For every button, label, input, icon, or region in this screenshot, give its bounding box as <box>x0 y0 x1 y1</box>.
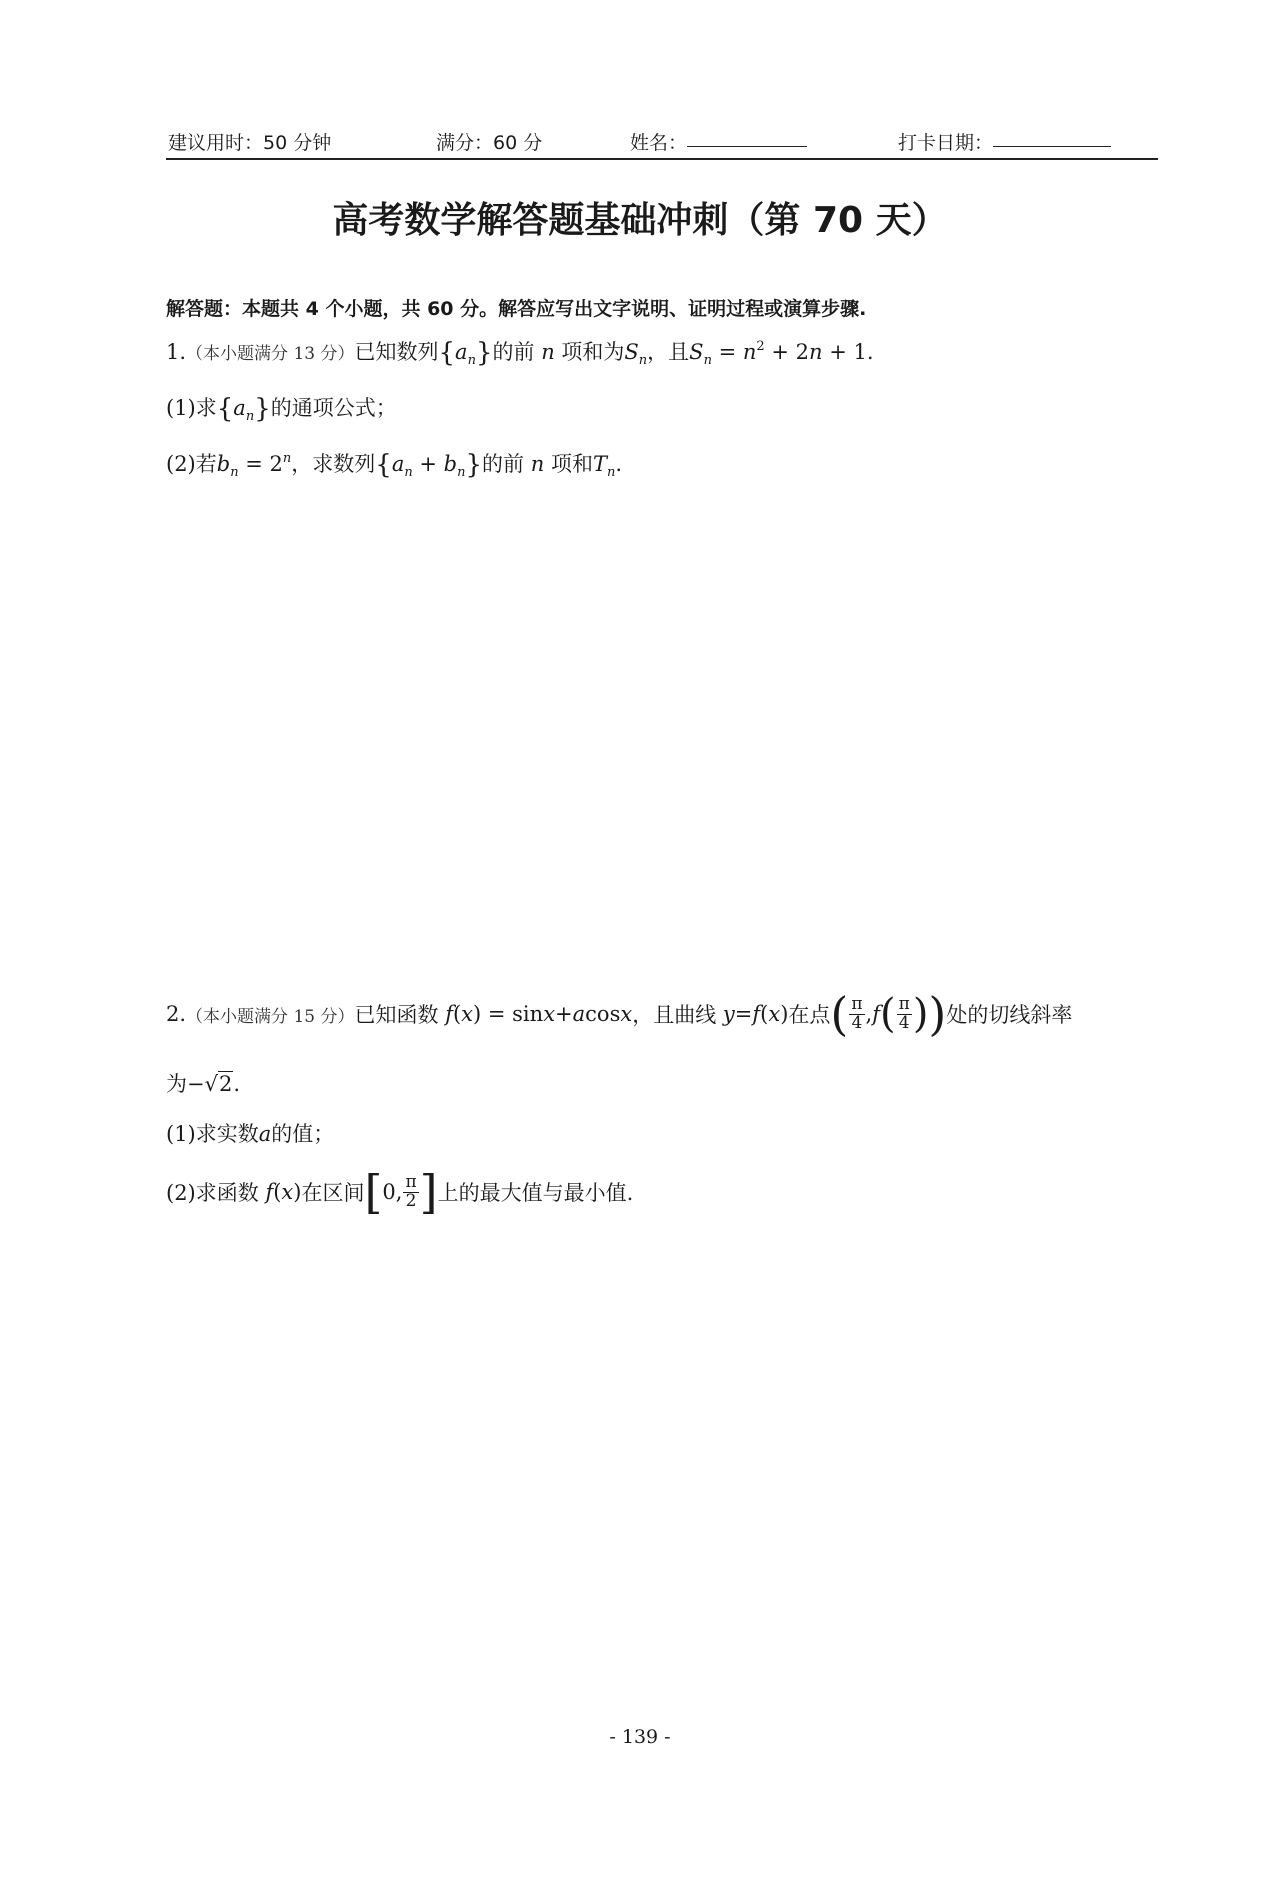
q2-number: 2. <box>166 1002 187 1026</box>
q2-part2-suffix: 上的最大值与最小值. <box>437 1181 634 1205</box>
q2-stem: 2. （本小题满分 15 分） 已知函数 f ( x ) = sin x + a cos x ，且曲线 y = f ( x ) 在点 ( $\frac{\pi}{4}$ , f ( $\frac{\pi}{4}$ ) ) 处的切线斜率 <box>166 987 1073 1041</box>
q2-part1-prefix: (1)求实数 <box>166 1122 259 1146</box>
header-rule <box>166 158 1158 160</box>
q1-part1-prefix: (1)求 <box>166 396 217 420</box>
q1-text-d: ，且 <box>647 340 690 364</box>
q2-text-e: 为 <box>166 1072 187 1096</box>
q2-part2-mid: 在区间 <box>301 1181 365 1205</box>
checkin-date-field <box>898 128 993 155</box>
q1-part2-c: 的前 <box>482 452 525 476</box>
q2-text-d: 处的切线斜率 <box>946 1003 1073 1027</box>
q1-part2-d: 项和 <box>550 452 593 476</box>
pi-over-2: $\frac{\pi}{2}$ <box>405 1171 417 1211</box>
name-field <box>630 128 687 155</box>
q1-score-note: （本小题满分 13 分） <box>186 344 355 364</box>
pi-over-4-b: $\frac{\pi}{4}$ <box>898 993 910 1033</box>
q2-text-b: ，且曲线 <box>632 1003 717 1027</box>
q2-score-note: （本小题满分 15 分） <box>186 1006 355 1027</box>
q2-text-c: 在点 <box>788 1003 831 1027</box>
date-label: 打卡日期： <box>898 132 994 154</box>
name-blank <box>687 128 807 147</box>
sqrt-2: √2 <box>204 1072 233 1096</box>
page-number: - 139 - <box>609 1726 671 1748</box>
pi-over-4-a: $\frac{\pi}{4}$ <box>851 993 863 1033</box>
q2-part1-suffix: 的值； <box>271 1122 335 1146</box>
date-blank <box>993 128 1111 147</box>
q2-text-a: 已知函数 <box>354 1003 439 1027</box>
q1-part1-suffix: 的通项公式； <box>270 396 397 420</box>
q2-part1: (1)求实数a的值； <box>166 1122 335 1146</box>
q1-stem: 1.（本小题满分 13 分）已知数列$\{a_n\}$的前 n 项和为$S_n$，且$S_n = n^2 + 2n + 1$. <box>166 338 874 368</box>
q2-part2: (2)求函数 f ( x ) 在区间 [ 0, $\frac{\pi}{2}$ ] 上的最大值与最小值. <box>166 1165 634 1219</box>
q2-part2-prefix: (2)求函数 <box>166 1181 259 1205</box>
suggested-time: 建议用时：50 分钟 <box>168 132 332 154</box>
q2-stem-cont: 为−√2. <box>166 1072 241 1096</box>
name-label: 姓名： <box>630 132 688 154</box>
full-score: 满分：60 分 <box>436 132 543 154</box>
page-title: 高考数学解答题基础冲刺（第 70 天） <box>332 200 948 241</box>
q1-part2-mid: ，求数列 <box>291 452 376 476</box>
section-instructions: 解答题：本题共 4 个小题，共 60 分。解答应写出文字说明、证明过程或演算步骤. <box>166 298 867 320</box>
q1-part1: (1)求$\{a_n\}$的通项公式； <box>166 394 397 424</box>
q1-number: 1. <box>166 340 187 364</box>
q1-text-c: 项和为 <box>561 340 625 364</box>
q1-text-b: 的前 <box>492 340 535 364</box>
exam-header <box>168 128 1158 158</box>
q1-part2: (2)若$b_n = 2^n$，求数列$\{a_n + b_n\}$的前 n 项和$T_n$. <box>166 450 623 480</box>
q1-part2-prefix: (2)若 <box>166 452 217 476</box>
q1-text-a: 已知数列 <box>354 340 439 364</box>
